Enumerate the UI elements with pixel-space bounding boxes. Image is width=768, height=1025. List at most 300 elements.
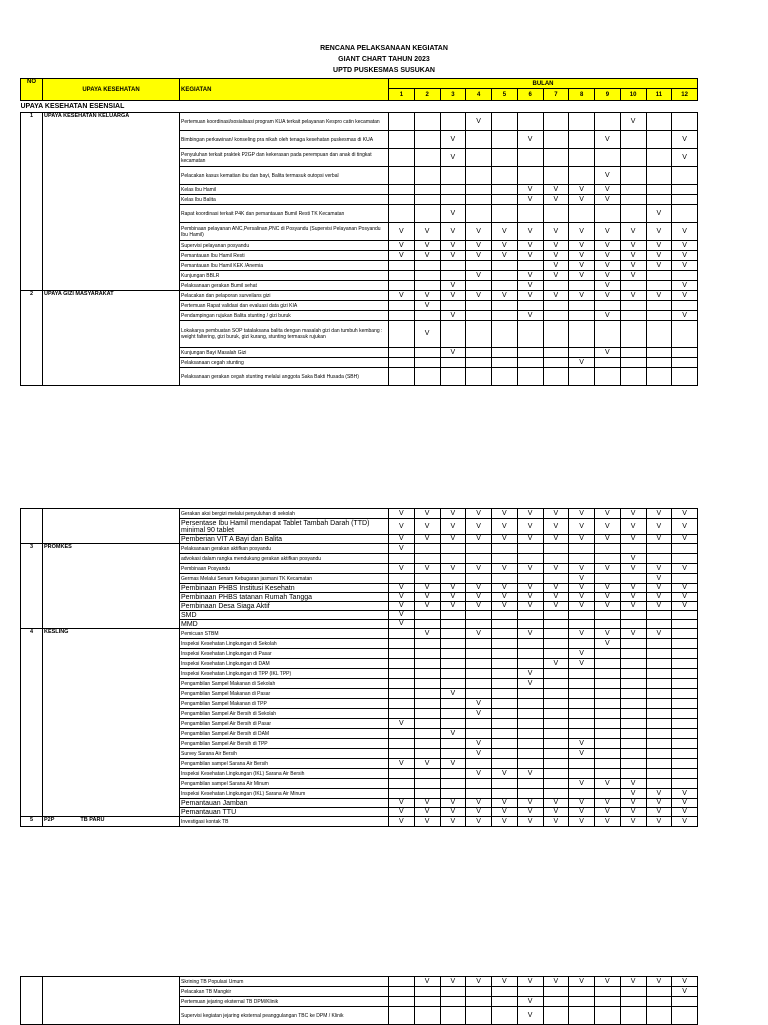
month-cell (620, 739, 646, 749)
month-mark: V (543, 593, 569, 602)
month-cell (646, 348, 672, 358)
month-cell (646, 149, 672, 167)
month-cell (492, 749, 518, 759)
month-cell (492, 997, 518, 1007)
month-cell (543, 769, 569, 779)
month-mark: V (414, 817, 440, 827)
month-cell (595, 554, 621, 564)
month-mark: V (492, 799, 518, 808)
table-row (21, 817, 698, 827)
month-mark: V (672, 223, 698, 241)
month-cell (646, 729, 672, 739)
month-cell (543, 789, 569, 799)
month-cell (466, 789, 492, 799)
month-cell (492, 629, 518, 639)
month-mark: V (620, 564, 646, 574)
month-mark: V (466, 535, 492, 544)
month-cell (672, 271, 698, 281)
month-cell (595, 113, 621, 131)
month-mark: V (517, 311, 543, 321)
activity-cell: Inspeksi Kesehatan Lingkungan di Sekolah (180, 639, 389, 649)
month-mark: V (569, 602, 595, 611)
month-mark: V (440, 729, 466, 739)
month-mark: V (517, 271, 543, 281)
month-cell (569, 689, 595, 699)
month-mark: V (646, 535, 672, 544)
month-cell (672, 997, 698, 1007)
month-mark: V (517, 185, 543, 195)
month-mark: V (672, 241, 698, 251)
activity-cell: Pemicuan STBM (180, 629, 389, 639)
activity-cell: Pembinaan pelayanan ANC,Persalinan,PNC di Posyandu (Supervisi Pelayanan Posyandu Ibu Hamil) (180, 223, 389, 241)
table-row (21, 977, 698, 987)
month-mark: V (543, 535, 569, 544)
month-mark: V (620, 509, 646, 519)
month-mark: V (646, 519, 672, 535)
month-cell (620, 149, 646, 167)
month-cell (492, 311, 518, 321)
month-cell (466, 759, 492, 769)
month-cell (466, 689, 492, 699)
month-cell (414, 987, 440, 997)
month-cell (543, 205, 569, 223)
month-mark: V (569, 977, 595, 987)
month-cell (543, 719, 569, 729)
month-cell (595, 358, 621, 368)
month-mark: V (440, 817, 466, 827)
month-cell (414, 358, 440, 368)
month-cell (389, 779, 415, 789)
month-mark: V (466, 749, 492, 759)
month-mark: V (543, 659, 569, 669)
month-cell (595, 709, 621, 719)
doc-subtitle: GIANT CHART TAHUN 2023 (338, 56, 430, 63)
activity-cell: Pemantauan Ibu Hamil KEK /Anemia (180, 261, 389, 271)
month-cell (569, 719, 595, 729)
month-mark: V (646, 223, 672, 241)
col-bulan: BULAN (389, 79, 698, 89)
month-mark: V (466, 251, 492, 261)
month-cell (543, 113, 569, 131)
month-mark: V (595, 291, 621, 301)
month-cell (414, 185, 440, 195)
month-mark: V (672, 281, 698, 291)
month-cell (492, 554, 518, 564)
month-cell (466, 358, 492, 368)
col-upaya: UPAYA KESEHATAN (43, 79, 180, 101)
month-mark: V (646, 564, 672, 574)
month-mark: V (595, 261, 621, 271)
month-mark: V (672, 593, 698, 602)
month-cell (620, 689, 646, 699)
month-cell (543, 1007, 569, 1025)
activity-cell: Pelaksanaan gerakan Bumil sehat (180, 281, 389, 291)
month-mark: V (517, 602, 543, 611)
month-cell (440, 113, 466, 131)
month-cell (517, 659, 543, 669)
month-mark: V (414, 584, 440, 593)
month-mark: V (646, 799, 672, 808)
month-cell (646, 167, 672, 185)
group-upaya (43, 113, 180, 291)
activity-cell: Inspeksi Kesehatan Lingkungan di Pasar (180, 649, 389, 659)
month-cell (466, 281, 492, 291)
month-cell (620, 281, 646, 291)
month-cell (569, 131, 595, 149)
month-mark: V (569, 261, 595, 271)
month-cell (672, 574, 698, 584)
month-cell (543, 679, 569, 689)
month-cell (414, 779, 440, 789)
month-cell (492, 789, 518, 799)
month-cell (620, 301, 646, 311)
month-cell (440, 611, 466, 620)
month-cell (389, 699, 415, 709)
activity-cell: Pelaksanaan cegah stunting (180, 358, 389, 368)
month-cell (466, 719, 492, 729)
month-mark: V (569, 817, 595, 827)
month-mark: V (517, 769, 543, 779)
month-mark: V (569, 808, 595, 817)
month-mark: V (466, 291, 492, 301)
month-cell (569, 987, 595, 997)
month-cell (466, 321, 492, 348)
month-cell (543, 699, 569, 709)
activity-cell: MMD (180, 620, 389, 629)
month-cell (466, 620, 492, 629)
month-mark: V (620, 977, 646, 987)
month-cell (389, 554, 415, 564)
month-cell (595, 611, 621, 620)
month-mark: V (543, 602, 569, 611)
month-cell (492, 205, 518, 223)
month-cell (492, 639, 518, 649)
month-mark: V (646, 584, 672, 593)
month-cell (646, 131, 672, 149)
activity-cell: Supervisi pelayanan posyandu (180, 241, 389, 251)
month-cell (517, 261, 543, 271)
month-cell (440, 709, 466, 719)
month-cell (569, 620, 595, 629)
section-heading: UPAYA KESEHATAN ESENSIAL (20, 102, 125, 110)
month-cell (517, 987, 543, 997)
month-cell (389, 167, 415, 185)
month-mark: V (543, 564, 569, 574)
month-cell (620, 185, 646, 195)
month-cell (517, 789, 543, 799)
month-mark: V (543, 817, 569, 827)
month-mark: V (620, 817, 646, 827)
month-cell (543, 554, 569, 564)
month-cell (620, 649, 646, 659)
month-cell (672, 544, 698, 554)
month-cell (414, 281, 440, 291)
month-mark: V (440, 311, 466, 321)
month-mark: V (569, 251, 595, 261)
activity-cell: Pengambilan sampel Sarana Air Minum (180, 779, 389, 789)
month-cell (466, 368, 492, 386)
month-mark: V (389, 602, 415, 611)
month-header: 9 (595, 89, 621, 101)
month-cell (389, 281, 415, 291)
month-mark: V (569, 574, 595, 584)
activity-cell: Inspeksi Kesehatan Lingkungan (IKL) Sarana Air Bersih (180, 769, 389, 779)
month-mark: V (517, 564, 543, 574)
month-mark: V (517, 977, 543, 987)
month-cell (389, 358, 415, 368)
month-cell (646, 368, 672, 386)
month-cell (543, 709, 569, 719)
month-cell (517, 699, 543, 709)
month-mark: V (620, 241, 646, 251)
month-cell (543, 620, 569, 629)
month-mark: V (543, 261, 569, 271)
month-cell (440, 185, 466, 195)
month-mark: V (543, 185, 569, 195)
month-cell (517, 544, 543, 554)
month-cell (389, 709, 415, 719)
group-number (21, 509, 43, 544)
group-upaya (43, 817, 180, 827)
month-mark: V (620, 535, 646, 544)
month-mark: V (414, 291, 440, 301)
activity-cell: Penyuluhan terkait praktek P2GP dan kekerasan pada perempuan dan anak di tingkat kecamatan (180, 149, 389, 167)
month-cell (517, 149, 543, 167)
month-mark: V (672, 291, 698, 301)
month-mark: V (389, 817, 415, 827)
group-number: 2 (21, 291, 43, 386)
month-cell (646, 709, 672, 719)
month-cell (466, 574, 492, 584)
month-cell (569, 611, 595, 620)
month-cell (414, 649, 440, 659)
month-cell (517, 321, 543, 348)
month-cell (492, 759, 518, 769)
month-mark: V (672, 131, 698, 149)
activity-cell: Pengambilan Sampel Makanan di Sekolah (180, 679, 389, 689)
month-mark: V (492, 519, 518, 535)
month-cell (389, 311, 415, 321)
month-mark: V (492, 251, 518, 261)
month-mark: V (620, 251, 646, 261)
month-mark: V (569, 519, 595, 535)
month-mark: V (414, 759, 440, 769)
month-header: 1 (389, 89, 415, 101)
month-mark: V (595, 167, 621, 185)
month-cell (440, 997, 466, 1007)
doc-org: UPTD PUSKESMAS SUSUKAN (333, 67, 435, 74)
month-cell (389, 149, 415, 167)
month-mark: V (517, 281, 543, 291)
month-mark: V (620, 808, 646, 817)
month-mark: V (569, 291, 595, 301)
month-mark: V (389, 544, 415, 554)
month-cell (414, 659, 440, 669)
month-header: 5 (492, 89, 518, 101)
month-cell (517, 639, 543, 649)
month-mark: V (595, 519, 621, 535)
month-cell (492, 611, 518, 620)
month-mark: V (672, 977, 698, 987)
month-cell (492, 659, 518, 669)
month-cell (414, 1007, 440, 1025)
month-mark: V (440, 593, 466, 602)
month-mark: V (672, 149, 698, 167)
activity-cell: Pemantauan TTU (180, 808, 389, 817)
month-mark: V (620, 291, 646, 301)
month-cell (440, 574, 466, 584)
month-mark: V (414, 808, 440, 817)
month-cell (543, 281, 569, 291)
month-cell (672, 629, 698, 639)
month-mark: V (569, 659, 595, 669)
month-mark: V (492, 593, 518, 602)
month-mark: V (569, 749, 595, 759)
activity-cell: Bimbingan perkawinan/ konseling pra nikah oleh tenaga kesehatan puskesmas di KUA (180, 131, 389, 149)
month-cell (620, 709, 646, 719)
month-mark: V (492, 241, 518, 251)
month-cell (620, 348, 646, 358)
month-cell (414, 689, 440, 699)
month-mark: V (414, 977, 440, 987)
month-mark: V (517, 679, 543, 689)
month-cell (595, 769, 621, 779)
month-mark: V (646, 509, 672, 519)
month-cell (466, 311, 492, 321)
month-mark: V (492, 977, 518, 987)
activity-cell: Persentase Ibu Hamil mendapat Tablet Tambah Darah (TTD) minimal 90 tablet (180, 519, 389, 535)
activity-cell: Rapat koordinasi terkait P4K dan pemantauan Bumil Resti TK Kecamatan (180, 205, 389, 223)
month-cell (646, 195, 672, 205)
month-cell (414, 699, 440, 709)
month-mark: V (569, 584, 595, 593)
month-cell (595, 544, 621, 554)
activity-cell: Inspeksi Kesehatan Lingkungan di DAM (180, 659, 389, 669)
month-mark: V (517, 808, 543, 817)
month-cell (492, 261, 518, 271)
month-cell (517, 719, 543, 729)
month-cell (543, 574, 569, 584)
month-cell (492, 987, 518, 997)
month-cell (646, 649, 672, 659)
month-mark: V (595, 223, 621, 241)
month-cell (466, 729, 492, 739)
month-mark: V (569, 564, 595, 574)
month-cell (389, 348, 415, 358)
activity-cell: Kelas Ibu Balita (180, 195, 389, 205)
month-mark: V (440, 348, 466, 358)
gantt-table-page3 (20, 976, 698, 1025)
month-header: 2 (414, 89, 440, 101)
month-cell (492, 779, 518, 789)
month-mark: V (595, 185, 621, 195)
month-cell (440, 649, 466, 659)
month-cell (414, 271, 440, 281)
month-mark: V (569, 185, 595, 195)
month-cell (440, 554, 466, 564)
group-upaya (43, 291, 180, 386)
month-cell (672, 321, 698, 348)
month-cell (569, 205, 595, 223)
month-mark: V (595, 629, 621, 639)
month-cell (620, 659, 646, 669)
month-mark: V (389, 584, 415, 593)
month-cell (517, 554, 543, 564)
month-mark: V (672, 251, 698, 261)
month-cell (440, 261, 466, 271)
month-cell (389, 997, 415, 1007)
month-cell (389, 185, 415, 195)
month-mark: V (389, 535, 415, 544)
month-cell (414, 195, 440, 205)
month-cell (595, 659, 621, 669)
month-cell (466, 348, 492, 358)
group-upaya-label: UPAYA KESEHATAN KELUARGA (44, 113, 130, 119)
month-mark: V (414, 602, 440, 611)
month-mark: V (517, 669, 543, 679)
month-mark: V (646, 817, 672, 827)
month-mark: V (672, 602, 698, 611)
month-mark: V (440, 223, 466, 241)
month-mark: V (440, 584, 466, 593)
month-cell (646, 679, 672, 689)
month-mark: V (517, 997, 543, 1007)
month-mark: V (595, 977, 621, 987)
month-cell (620, 769, 646, 779)
activity-cell: Inspeksi Kesehatan Lingkungan di TPP (IKL TPP) (180, 669, 389, 679)
month-cell (517, 348, 543, 358)
group-upaya-label: P2P (44, 817, 55, 823)
month-mark: V (440, 564, 466, 574)
month-cell (466, 301, 492, 311)
month-cell (620, 611, 646, 620)
month-cell (672, 649, 698, 659)
month-cell (646, 620, 672, 629)
month-cell (569, 321, 595, 348)
month-cell (414, 205, 440, 223)
month-cell (440, 719, 466, 729)
month-cell (672, 749, 698, 759)
month-cell (517, 649, 543, 659)
month-cell (646, 669, 672, 679)
month-cell (492, 699, 518, 709)
month-cell (646, 759, 672, 769)
month-cell (620, 987, 646, 997)
month-cell (466, 167, 492, 185)
month-mark: V (620, 779, 646, 789)
month-mark: V (414, 251, 440, 261)
month-cell (414, 749, 440, 759)
month-mark: V (466, 799, 492, 808)
month-mark: V (440, 149, 466, 167)
month-cell (389, 689, 415, 699)
group-number: 4 (21, 629, 43, 817)
month-mark: V (595, 593, 621, 602)
month-mark: V (595, 311, 621, 321)
month-cell (595, 987, 621, 997)
month-mark: V (492, 817, 518, 827)
month-cell (672, 205, 698, 223)
month-mark: V (646, 977, 672, 987)
month-cell (569, 368, 595, 386)
group-number: 5 (21, 817, 43, 827)
month-cell (389, 321, 415, 348)
month-cell (543, 348, 569, 358)
month-mark: V (595, 584, 621, 593)
month-cell (569, 759, 595, 769)
month-cell (414, 554, 440, 564)
group-upaya-label: KESLING (44, 629, 69, 635)
